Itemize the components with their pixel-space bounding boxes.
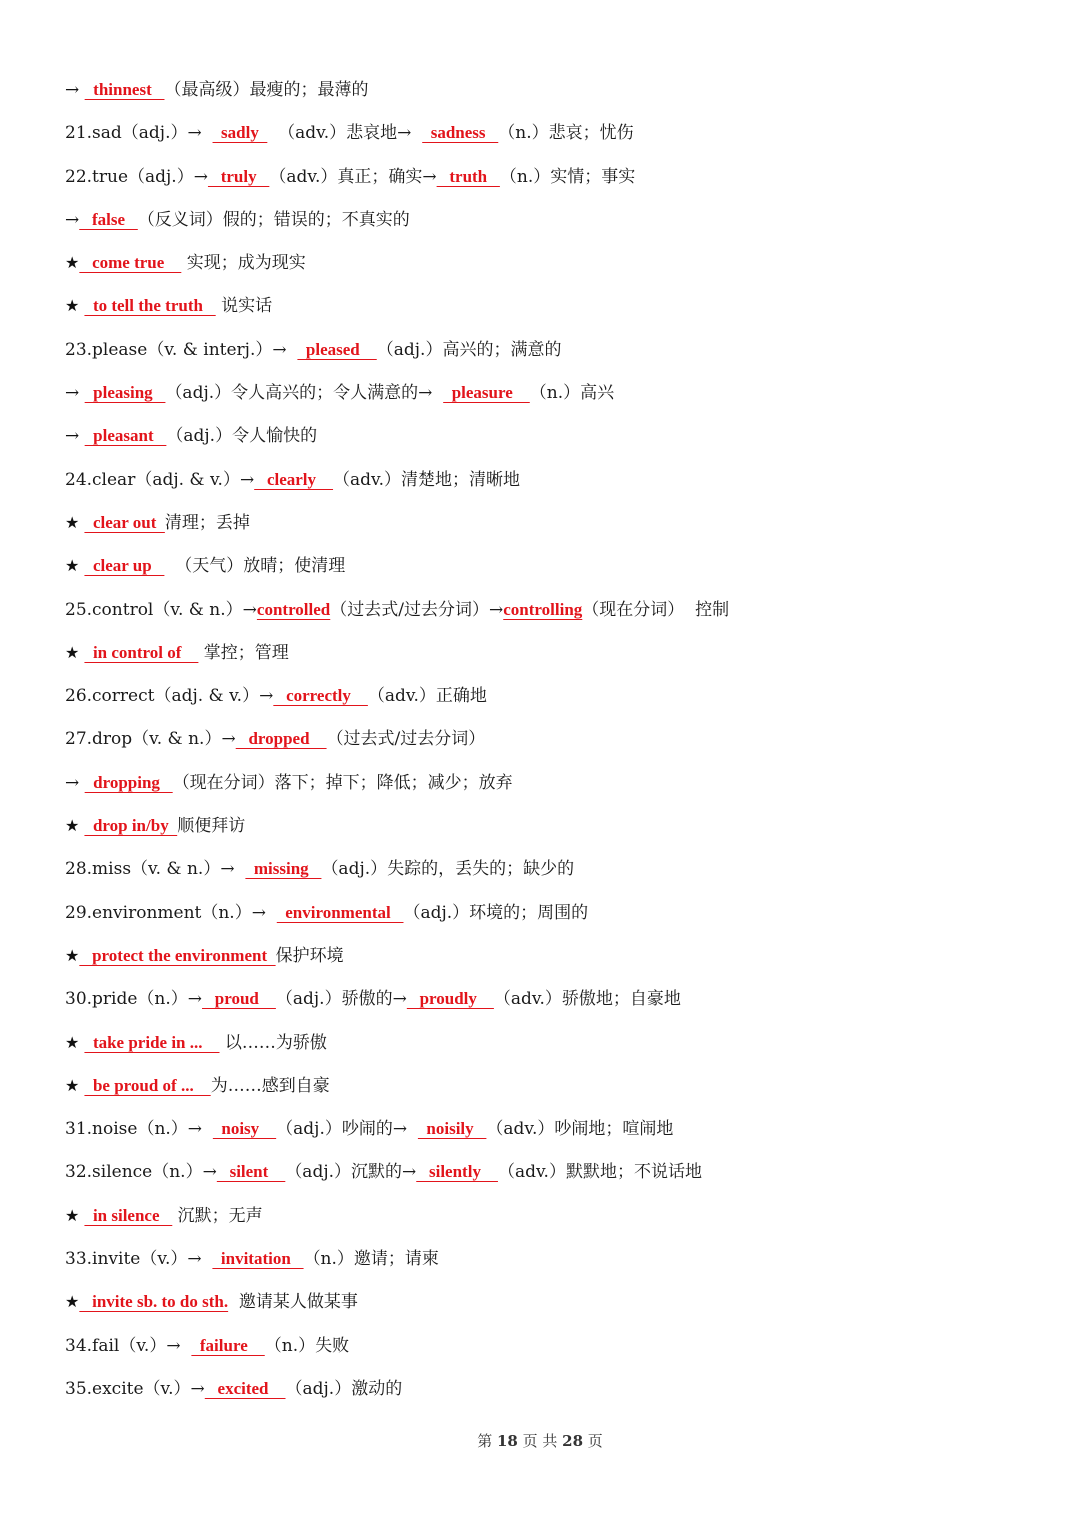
definition-text: （n.）高兴 (529, 383, 615, 404)
definition-text: （adv.）吵闹地；喧闹地 (486, 1119, 674, 1140)
definition-text: （反义词）假的；错误的；不真实的 (137, 209, 410, 230)
definition-text: 23.please（v. & interj.）→ (65, 339, 298, 360)
answer-blank: controlling (503, 599, 583, 619)
vocab-line (65, 544, 1025, 587)
definition-text: 掌控；管理 (198, 642, 289, 663)
vocab-line (65, 284, 1025, 327)
answer-blank: excited (204, 1378, 286, 1398)
definition-text: （adj.）骄傲的→ (275, 989, 407, 1010)
answer-blank: in control of (84, 642, 199, 662)
definition-text: （adj.）令人高兴的；令人满意的→ (165, 383, 444, 404)
arrow-icon: → (65, 209, 80, 230)
definition-text: 为……感到自豪 (210, 1075, 330, 1096)
vocab-line (65, 1194, 1025, 1237)
answer-blank: to tell the truth (84, 296, 216, 316)
answer-blank: invite sb. to do sth. (79, 1292, 229, 1312)
answer-blank: protect the environment (79, 945, 276, 965)
definition-text: （过去式/过去分词）→ (330, 599, 504, 620)
definition-text: （adj.）激动的 (285, 1378, 403, 1399)
answer-blank: silently (416, 1162, 498, 1182)
definition-text: （n.）邀请；请柬 (303, 1249, 439, 1270)
vocab-line (65, 198, 1025, 241)
definition-text: 34.fail（v.）→ (65, 1335, 192, 1356)
definition-text: （adj.）令人愉快的 (166, 426, 318, 447)
definition-text: 顺便拜访 (177, 816, 246, 837)
answer-blank: noisily (417, 1119, 487, 1139)
answer-blank: clear up (84, 556, 165, 576)
answer-blank: false (79, 209, 138, 229)
answer-blank: truth (436, 166, 500, 186)
star-icon: ★ (65, 1075, 85, 1095)
definition-text: （n.）实情；事实 (499, 166, 636, 187)
answer-blank: dropping (84, 772, 173, 792)
definition-text: 21.sad（adj.）→ (65, 123, 213, 144)
definition-text: 清理；丢掉 (164, 512, 250, 533)
star-icon: ★ (65, 556, 85, 576)
star-icon: ★ (65, 945, 80, 965)
definition-text: 以……为骄傲 (219, 1032, 327, 1053)
answer-blank: noisy (212, 1119, 277, 1139)
definition-text: （adv.）骄傲地；自豪地 (493, 989, 681, 1010)
definition-text: （n.）失败 (264, 1335, 350, 1356)
vocab-line (65, 501, 1025, 544)
footer-middle: 页 共 (517, 1432, 563, 1450)
definition-text: 27.drop（v. & n.）→ (65, 729, 236, 750)
vocab-line (65, 241, 1025, 284)
answer-blank: invitation (212, 1249, 304, 1269)
vocab-line (65, 1107, 1025, 1150)
vocab-line (65, 414, 1025, 457)
page-footer (0, 1430, 1080, 1451)
vocab-line (65, 1021, 1025, 1064)
star-icon: ★ (65, 1205, 85, 1225)
definition-text: 35.excite（v.）→ (65, 1378, 205, 1399)
definition-text: （adv.）真正；确实→ (269, 166, 437, 187)
footer-prefix: 第 (477, 1432, 497, 1450)
definition-text: （adj.）沉默的→ (285, 1162, 417, 1183)
star-icon: ★ (65, 1292, 80, 1312)
answer-blank: sadness (422, 123, 499, 143)
vocab-line (65, 458, 1025, 501)
vocab-line (65, 328, 1025, 371)
vocab-line (65, 1280, 1025, 1323)
answer-blank: failure (191, 1335, 265, 1355)
answer-blank: missing (245, 859, 322, 879)
vocab-line (65, 588, 1025, 631)
vocab-line (65, 68, 1025, 111)
answer-blank: sadly (212, 123, 268, 143)
vocab-line (65, 977, 1025, 1020)
total-page-number: 28 (562, 1432, 584, 1450)
vocab-line (65, 1150, 1025, 1193)
definition-text: （adj.）高兴的；满意的 (376, 339, 562, 360)
answer-blank: clear out (84, 512, 165, 532)
star-icon: ★ (65, 512, 85, 532)
answer-blank: clearly (254, 469, 334, 489)
vocab-line (65, 631, 1025, 674)
definition-text: 说实话 (215, 296, 273, 317)
definition-text: 30.pride（n.）→ (65, 989, 203, 1010)
definition-text: 实现；成为现实 (181, 253, 306, 274)
definition-text: 33.invite（v.）→ (65, 1249, 213, 1270)
answer-blank: be proud of ... (84, 1075, 211, 1095)
definition-text: （adj.）失踪的，丢失的；缺少的 (321, 859, 575, 880)
answer-blank: pleased (297, 339, 377, 359)
answer-blank: thinnest (84, 80, 165, 99)
definition-text: 32.silence（n.）→ (65, 1162, 217, 1183)
answer-blank: drop in/by (84, 816, 178, 836)
definition-text: 31.noise（n.）→ (65, 1119, 213, 1140)
arrow-icon: → (65, 80, 85, 100)
current-page-number: 18 (496, 1432, 518, 1450)
definition-text: 25.control（v. & n.）→ (65, 599, 257, 620)
answer-blank: dropped (235, 729, 327, 749)
answer-blank: correctly (273, 686, 368, 706)
vocab-line (65, 674, 1025, 717)
arrow-icon: → (65, 426, 85, 447)
arrow-icon: → (65, 383, 85, 404)
definition-text: （现在分词）落下；掉下；降低；减少；放弃 (172, 772, 513, 793)
answer-blank: silent (216, 1162, 286, 1182)
definition-text: 28.miss（v. & n.）→ (65, 859, 246, 880)
definition-text: 29.environment（n.）→ (65, 902, 277, 923)
star-icon: ★ (65, 296, 85, 316)
answer-blank: pleasure (443, 383, 530, 403)
answer-blank: proudly (406, 989, 494, 1009)
vocab-line (65, 847, 1025, 890)
definition-text: （n.）悲哀；忧伤 (498, 123, 634, 144)
star-icon: ★ (65, 816, 85, 836)
star-icon: ★ (65, 253, 80, 273)
arrow-icon: → (65, 772, 85, 793)
answer-blank: in silence (84, 1205, 173, 1225)
definition-text: 24.clear（adj. & v.）→ (65, 469, 255, 490)
vocab-line (65, 1064, 1025, 1107)
vocab-line (65, 371, 1025, 414)
vocab-line (65, 1324, 1025, 1367)
definition-text: （adv.）默默地；不说话地 (497, 1162, 702, 1183)
definition-text: 26.correct（adj. & v.）→ (65, 686, 274, 707)
definition-text: （adv.）正确地 (367, 686, 487, 707)
answer-blank: come true (79, 253, 182, 273)
footer-suffix: 页 (583, 1432, 603, 1450)
answer-blank: controlled (256, 599, 331, 619)
definition-text: （adj.）吵闹的→ (276, 1119, 418, 1140)
vocab-line (65, 1367, 1025, 1410)
vocab-line (65, 111, 1025, 154)
answer-blank: environmental (276, 902, 404, 922)
answer-blank: proud (202, 989, 276, 1009)
vocab-line (65, 761, 1025, 804)
vocab-line (65, 804, 1025, 847)
definition-text: 保护环境 (275, 945, 344, 966)
answer-blank: pleasant (84, 426, 167, 446)
definition-text: （adj.）环境的；周围的 (403, 902, 589, 923)
vocabulary-list (65, 68, 1025, 1410)
definition-text: （过去式/过去分词） (326, 729, 486, 750)
answer-blank: truly (207, 166, 270, 186)
definition-text: （最高级）最瘦的；最薄的 (164, 80, 369, 100)
vocab-line (65, 717, 1025, 760)
star-icon: ★ (65, 1032, 85, 1052)
definition-text: 22.true（adj.）→ (65, 166, 208, 187)
definition-text: （adv.）悲哀地→ (267, 123, 423, 144)
definition-text: 沉默；无声 (172, 1205, 263, 1226)
answer-blank: pleasing (84, 383, 166, 403)
star-icon: ★ (65, 642, 85, 662)
vocab-line (65, 155, 1025, 198)
answer-blank: take pride in ... (84, 1032, 220, 1052)
definition-text: 邀请某人做某事 (228, 1292, 358, 1313)
vocab-line (65, 891, 1025, 934)
definition-text: （天气）放晴；使清理 (164, 556, 346, 577)
vocab-line (65, 1237, 1025, 1280)
definition-text: （现在分词） 控制 (582, 599, 730, 620)
vocab-line (65, 934, 1025, 977)
definition-text: （adv.）清楚地；清晰地 (333, 469, 521, 490)
